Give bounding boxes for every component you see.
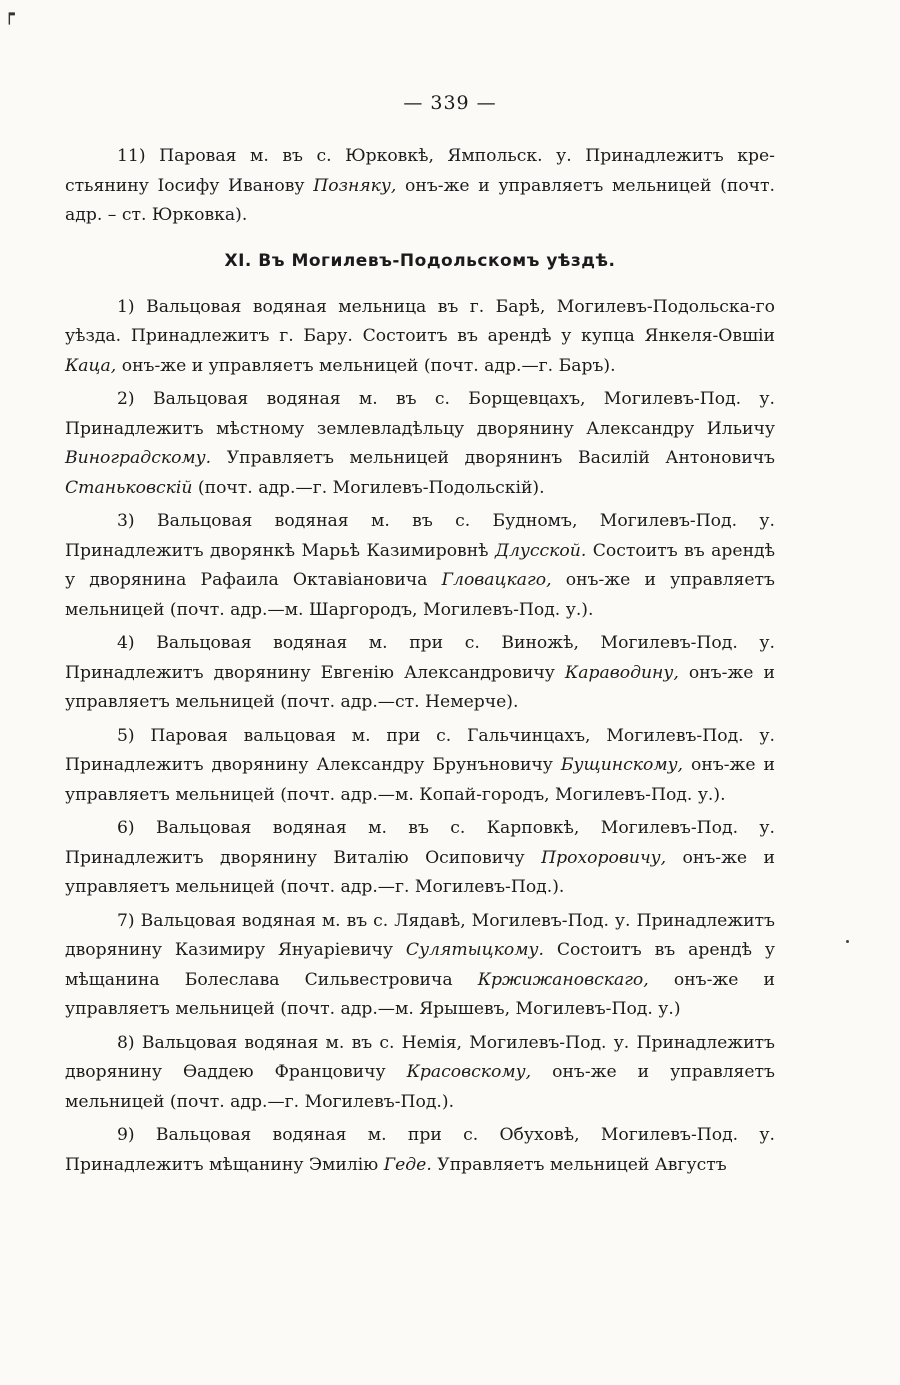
item-7-rest: онъ-же и управляетъ мельницей (почт. адр.—м. Ярышевъ, Могилевъ-Под. у.) [65, 969, 775, 1019]
scan-speck [846, 940, 849, 943]
item-5-name: Бущинскому, [560, 755, 684, 775]
corner-mark: ┍ [4, 4, 15, 25]
item-6-rest: онъ-же и управляетъ мельницей (почт. адр.—г. Могилевъ-Под.). [65, 847, 775, 897]
item-1-rest: онъ-же и управляетъ мельницей (почт. адр.—г. Баръ). [116, 355, 616, 376]
page-number: — 339 — [403, 92, 497, 114]
item-6-name: Прохоровичу, [541, 847, 667, 868]
item-3-text: 3) Вальцовая водяная м. въ с. Будномъ, Могилевъ-Под. у. Принадлежитъ дворянкѣ Марьѣ Казимировнѣ [65, 511, 775, 561]
paragraph-11 [65, 142, 775, 231]
item-7-name-2: Кржижановскаго, [477, 969, 649, 990]
item-2-rest: (почт. адр.—г. Могилевъ-Подольскій). [192, 477, 545, 498]
item-4-rest: онъ-же и управляетъ мельницей (почт. адр.—ст. Немерче). [65, 662, 775, 712]
paragraph-11-line-2: стьянину Іосифу Иванову [65, 175, 314, 196]
item-7-text: 7) Вальцовая водяная м. въ с. Лядавѣ, Могилевъ-Под. у. Принадлежитъ дворянину Казимиру Януаріевичу [65, 910, 775, 960]
item-7 [65, 907, 775, 1025]
item-5 [65, 722, 775, 811]
item-3-rest: онъ-же и управляетъ мельницей (почт. адр.—м. Шаргородъ, Могилевъ-Под. у.). [65, 570, 775, 620]
item-7-mid: Состоитъ въ арендѣ у мѣщанина Болеслава Сильвестровича [65, 940, 775, 990]
item-8-text: 8) Вальцовая водяная м. въ с. Немія, Могилевъ-Под. у. Принадлежитъ дворянину Ѳаддею Францовичу [65, 1032, 775, 1082]
item-1-name: Каца, [65, 355, 117, 376]
item-4 [65, 629, 775, 718]
item-9-text: 9) Вальцовая водяная м. при с. Обуховѣ, Могилевъ-Под. у. Принадлежитъ мѣщанину Эмилію [65, 1125, 775, 1175]
item-5-rest: онъ-же и управляетъ мельницей (почт. адр.—м. Копай-городъ, Могилевъ-Под. у.). [65, 755, 775, 805]
item-3 [65, 507, 775, 625]
item-4-name: Караводину, [564, 662, 679, 683]
section-heading: XI. Въ Могилевъ-Подольскомъ уѣздѣ. [224, 250, 616, 271]
item-7-name: Сулятыцкому. [405, 940, 544, 960]
owner-name: Позняку, [313, 175, 397, 196]
item-2-mid: Управляетъ мельницей дворянинъ Василій Антоновичъ [211, 448, 775, 468]
item-2-name-2: Станьковскій [65, 477, 193, 498]
item-2-text: 2) Вальцовая водяная м. въ с. Борщевцахъ, Могилевъ-Под. у. Принадлежитъ мѣстному землевладѣльцу дворянину Александру Ильичу [65, 389, 775, 439]
paragraph-11-after-name: онъ-же и управляетъ мельницей [396, 175, 712, 196]
item-9 [65, 1121, 775, 1180]
item-2 [65, 385, 775, 503]
item-8 [65, 1029, 775, 1118]
item-1 [65, 293, 775, 382]
page-content [65, 142, 775, 1184]
item-8-rest: онъ-же и управляетъ мельницей (почт. адр.—г. Могилевъ-Под.). [65, 1062, 775, 1112]
item-8-name: Красовскому, [406, 1062, 532, 1082]
item-4-text: 4) Вальцовая водяная м. при с. Виножѣ, Могилевъ-Под. у. Принадлежитъ дворянину Евгенію Александровичу [65, 633, 775, 683]
item-2-name: Виноградскому. [65, 448, 212, 468]
paragraph-11-line-3: (почт. адр. – ст. Юрковка). [65, 175, 776, 225]
item-6-text: 6) Вальцовая водяная м. въ с. Карповкѣ, Могилевъ-Под. у. Принадлежитъ дворянину Виталію Осиповичу [65, 818, 775, 868]
item-3-name: Длусской. [495, 540, 587, 561]
item-1-text: 1) Вальцовая водяная мельница въ г. Барѣ, Могилевъ-Подольска-го уѣзда. Принадлежитъ г. Бару. Состоитъ въ арендѣ у купца Янкеля-Овшіи [65, 296, 775, 346]
item-3-mid: Состоитъ въ арендѣ у дворянина Рафаила Октавіановича [65, 540, 775, 590]
paragraph-11-line-1: 11) Паровая м. въ с. Юрковкѣ, Ямпольск. у. Принадлежитъ кре- [117, 146, 775, 166]
item-9-name: Геде. [383, 1154, 432, 1175]
item-3-name-2: Гловацкаго, [441, 570, 552, 590]
item-6 [65, 814, 775, 903]
item-9-rest: Управляетъ мельницей Августъ [431, 1154, 727, 1175]
item-5-text: 5) Паровая вальцовая м. при с. Гальчинцахъ, Могилевъ-Под. у. Принадлежитъ дворянину Александру Брунъновичу [65, 725, 775, 775]
